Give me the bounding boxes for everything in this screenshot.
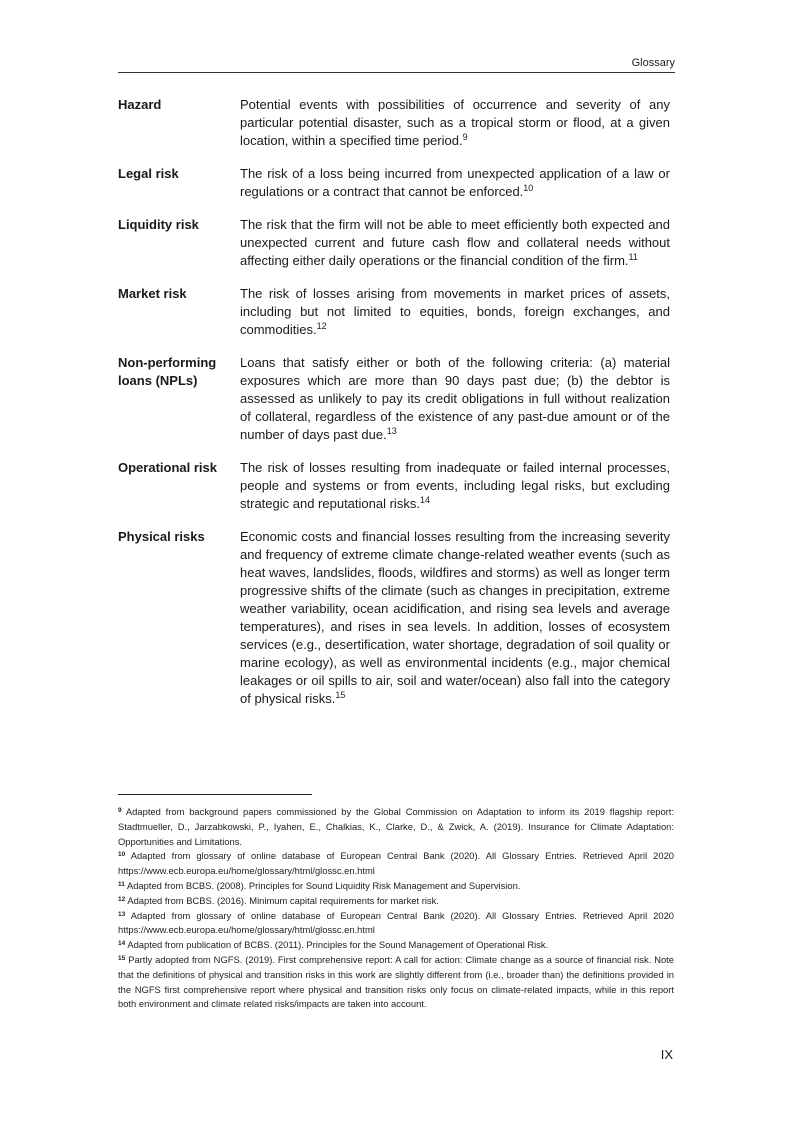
- glossary-entry: [118, 354, 670, 444]
- glossary-entry: [118, 216, 670, 270]
- footnote: $^9$ Adapted from background papers commissioned by the Global Commission on Adaptation to inform its 2019 flagship report: Stadtmueller, D., Jarzabkowski, P., Iyahen, E., Chalkias, K., Clarke, D., & Zwick, A. (2019). Insurance for Climate Adaptation: Opportunities and Limitations.: [118, 806, 674, 847]
- glossary-term: Legal risk: [118, 166, 179, 181]
- footnote-number: 15: [118, 954, 126, 962]
- glossary-term: Operational risk: [118, 460, 217, 475]
- glossary-definition: The risk of losses resulting from inadequate or failed internal processes, people and systems or from events, including legal risks, but excluding strategic and reputational risks.$^{14}$: [240, 460, 670, 511]
- footnote: $^{14}$ Adapted from publication of BCBS. (2011). Principles for the Sound Management of Operational Risk.: [118, 939, 549, 951]
- glossary-term: Non-performing loans (NPLs): [118, 355, 217, 388]
- footnote: $^{15}$ Partly adopted from NGFS. (2019). First comprehensive report: A call for action: Climate change as a source of financial risk. Note that the definitions of physical and transition risks in this work are slightly different from (i.e., broader than) the definitions provided in the NGFS first comprehensive report where physical and transition risks only focus on climate-related impacts, while in this report both environment and climate related risks/impacts are taken into account.: [118, 953, 675, 1010]
- glossary-entry: [118, 528, 670, 708]
- footnote: $^{12}$ Adapted from BCBS. (2016). Minimum capital requirements for market risk.: [118, 894, 439, 906]
- footnote-number: 14: [118, 940, 126, 948]
- glossary-definition: Economic costs and financial losses resulting from the increasing severity and frequency of extreme climate change-related weather events (such as heat waves, landslides, floods, wildfires and storms) as well as longer term progressive shifts of the climate (such as changes in precipitation, extreme weather variability, ocean acidification, and rising sea levels and average temperatures), and rises in sea levels. In addition, losses of ecosystem services (e.g., desertification, water shortage, degradation of soil quality or marine ecology), as well as environmental incidents (e.g., major chemical leakages or oil spills to air, soil and water/ocean) also fall into the category of physical risks.$^{15}$: [240, 529, 670, 706]
- footnotes: [118, 805, 674, 1012]
- glossary-entry: [118, 165, 670, 201]
- footnote-divider: [118, 794, 312, 795]
- footnote-ref[interactable]: 13: [386, 426, 397, 436]
- glossary-term: Hazard: [118, 97, 162, 112]
- glossary-definition: The risk of losses arising from movements in market prices of assets, including but not limited to equities, bonds, foreign exchanges, and commodities.$^{12}$: [240, 286, 670, 337]
- glossary-entry: [118, 285, 670, 339]
- glossary-definition: The risk of a loss being incurred from unexpected application of a law or regulations or a contract that cannot be enforced.$^{10}$: [240, 166, 670, 199]
- footnote: $^{10}$ Adapted from glossary of online database of European Central Bank (2020). All Glossary Entries. Retrieved April 2020 https://www.ecb.europa.eu/home/glossary/html/glossc.en.html: [118, 850, 674, 877]
- glossary-definition: Potential events with possibilities of occurrence and severity of any particular potential disaster, such as a tropical storm or flood, at a given location, within a specified time period.$^9$: [240, 97, 670, 148]
- footnote-ref[interactable]: 10: [523, 183, 534, 193]
- glossary-term: Market risk: [118, 286, 187, 301]
- footnote-number: 11: [118, 880, 125, 888]
- glossary-term: Physical risks: [118, 529, 205, 544]
- footnote: $^{11}$ Adapted from BCBS. (2008). Principles for Sound Liquidity Risk Management and Supervision.: [118, 879, 521, 891]
- glossary-definition: Loans that satisfy either or both of the following criteria: (a) material exposures which are more than 90 days past due; (b) the debtor is assessed as unlikely to pay its credit obligations in full without realization of collateral, regardless of the existence of any past-due amount or of the number of days past due.$^{13}$: [240, 355, 670, 442]
- footnote-ref[interactable]: 15: [335, 690, 346, 700]
- footnote-ref[interactable]: 11: [628, 252, 638, 262]
- footnote-number: 13: [118, 910, 126, 918]
- footnote-number: 10: [118, 851, 126, 859]
- glossary-list: [118, 96, 670, 723]
- glossary-definition: The risk that the firm will not be able to meet efficiently both expected and unexpected current and future cash flow and collateral needs without affecting either daily operations or the financial condition of the firm.$^{11}$: [240, 217, 670, 268]
- footnote-ref[interactable]: 12: [316, 321, 327, 331]
- header-divider: [118, 72, 675, 73]
- glossary-entry: [118, 459, 670, 513]
- footnote-ref[interactable]: 14: [419, 495, 430, 505]
- page-number: IX: [660, 1047, 673, 1062]
- footnote-number: 12: [118, 895, 126, 903]
- glossary-entry: [118, 96, 670, 150]
- footnote-number: 9: [118, 807, 122, 814]
- footnote-ref[interactable]: 9: [462, 132, 468, 142]
- glossary-term: Liquidity risk: [118, 217, 199, 232]
- running-header: Glossary: [631, 57, 675, 69]
- footnote: $^{13}$ Adapted from glossary of online database of European Central Bank (2020). All Glossary Entries. Retrieved April 2020 https://www.ecb.europa.eu/home/glossary/html/glossc.en.html: [118, 909, 674, 936]
